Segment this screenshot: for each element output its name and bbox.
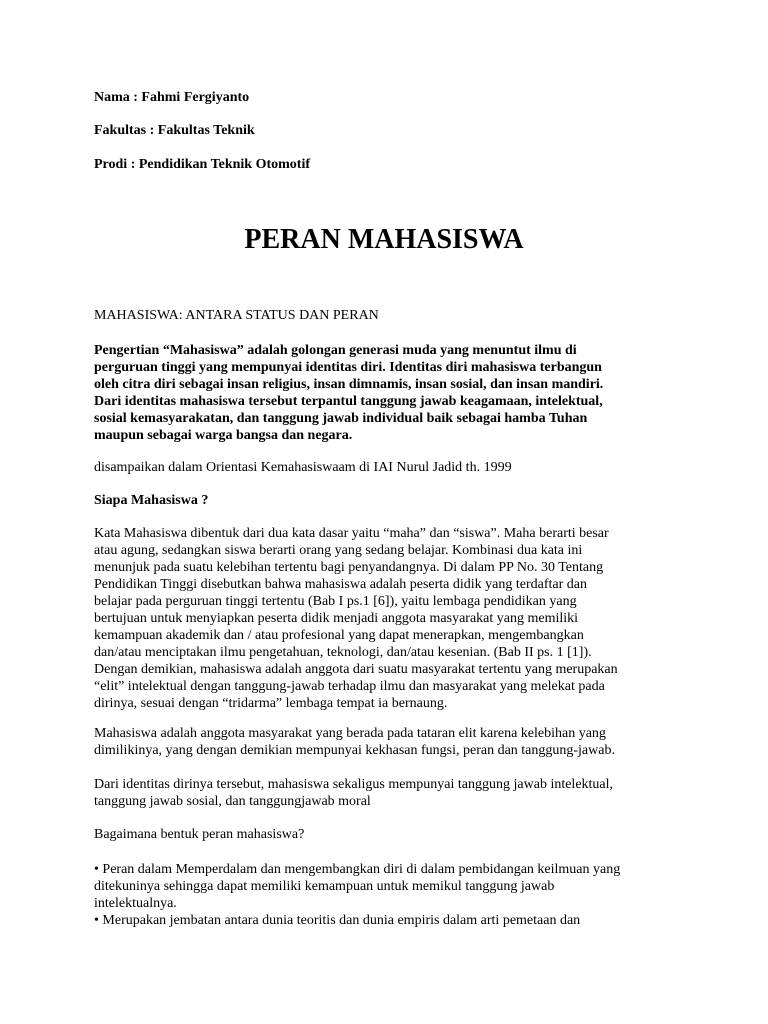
paragraph-definition-word xyxy=(94,525,684,712)
paragraph-line: kemampuan akademik dan / atau profesional yang dapat menerapkan, mengembangkan xyxy=(94,628,584,643)
definition-line: Pengertian “Mahasiswa” adalah golongan generasi muda yang menuntut ilmu di xyxy=(94,343,577,358)
bullet-line: • Merupakan jembatan antara dunia teoritis dan dunia empiris dalam arti pemetaan dan xyxy=(94,913,581,928)
paragraph-line: “elit” intelektual dengan tanggung-jawab terhadap ilmu dan masyarakat yang melekat pada xyxy=(94,679,605,694)
paragraph-line: belajar pada perguruan tinggi tertentu (Bab I ps.1 [6]), yaitu lembaga pendidikan yang xyxy=(94,594,577,609)
paragraph-line: menunjuk pada suatu kelebihan tertentu bagi penyandangnya. Di dalam PP No. 30 Tentang xyxy=(94,560,604,575)
paragraph-line: dan/atau menciptakan ilmu pengetahuan, teknologi, dan/atau kesenian. (Bab II ps. 1 [1]). xyxy=(94,645,592,660)
definition-line: Dari identitas mahasiswa tersebut terpantul tanggung jawab keagamaan, intelektual, xyxy=(94,394,603,409)
student-program: Prodi : Pendidikan Teknik Otomotif xyxy=(94,157,311,172)
definition-line: perguruan tinggi yang mempunyai identitas diri. Identitas diri mahasiswa terbangun xyxy=(94,360,602,375)
role-bullet-list xyxy=(94,861,684,929)
paragraph-line: Mahasiswa adalah anggota masyarakat yang berada pada tataran elit karena kelebihan yang xyxy=(94,726,606,741)
student-faculty: Fakultas : Fakultas Teknik xyxy=(94,123,255,138)
paragraph-line: dimilikinya, yang dengan demikian mempunyai kekhasan fungsi, peran dan tanggung-jawab. xyxy=(94,743,615,758)
section-subtitle: MAHASISWA: ANTARA STATUS DAN PERAN xyxy=(94,308,379,323)
paragraph-elite-members xyxy=(94,725,684,759)
bullet-line: • Peran dalam Memperdalam dan mengembangkan diri di dalam pembidangan keilmuan yang xyxy=(94,862,621,877)
definition-line: oleh citra diri sebagai insan religius, insan dimnamis, insan sosial, dan insan mandiri. xyxy=(94,377,604,392)
paragraph-line: Dengan demikian, mahasiswa adalah anggota dari suatu masyarakat tertentu yang merupakan xyxy=(94,662,618,677)
paragraph-line: Dari identitas dirinya tersebut, mahasiswa sekaligus mempunyai tanggung jawab intelektual, xyxy=(94,777,614,792)
paragraph-responsibilities xyxy=(94,776,684,810)
definition-line: sosial kemasyarakatan, dan tanggung jawab individual baik sebagai hamba Tuhan xyxy=(94,411,588,426)
paragraph-line: atau agung, sedangkan siswa berarti orang yang sedang belajar. Kombinasi dua kata ini xyxy=(94,543,583,558)
bullet-line: ditekuninya sehingga dapat memiliki kemampuan untuk memikul tanggung jawab xyxy=(94,879,555,894)
paragraph-line: tanggung jawab sosial, dan tanggungjawab moral xyxy=(94,794,371,809)
bullet-line: intelektualnya. xyxy=(94,896,177,911)
paragraph-line: Kata Mahasiswa dibentuk dari dua kata dasar yaitu “maha” dan “siswa”. Maha berarti besar xyxy=(94,526,609,541)
document-title: PERAN MAHASISWA xyxy=(244,224,524,255)
definition-line: maupun sebagai warga bangsa dan negara. xyxy=(94,428,353,443)
paragraph-line: bertujuan untuk menyiapkan peserta didik menjadi anggota masyarakat yang memiliki xyxy=(94,611,579,626)
question-role: Bagaimana bentuk peran mahasiswa? xyxy=(94,827,305,842)
heading-who-is-student: Siapa Mahasiswa ? xyxy=(94,493,209,508)
student-name: Nama : Fahmi Fergiyanto xyxy=(94,90,250,105)
paragraph-line: Pendidikan Tinggi disebutkan bahwa mahasiswa adalah peserta didik yang terdaftar dan xyxy=(94,577,587,592)
definition-paragraph xyxy=(94,342,684,444)
paragraph-line: dirinya, sesuai dengan “tridarma” lembaga tempat ia bernaung. xyxy=(94,696,448,711)
source-note: disampaikan dalam Orientasi Kemahasiswaam di IAI Nurul Jadid th. 1999 xyxy=(94,460,512,475)
